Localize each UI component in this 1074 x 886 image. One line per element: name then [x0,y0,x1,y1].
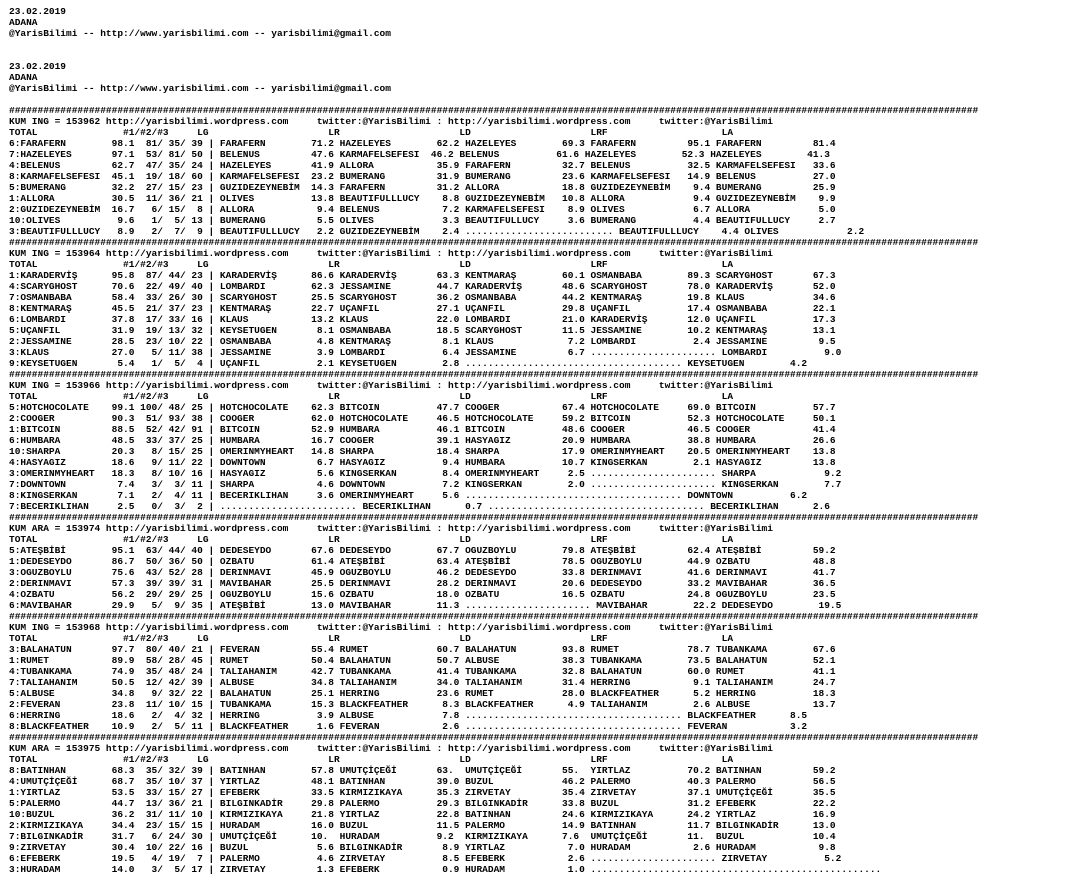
blank-line [9,94,1074,105]
horse-result-row: 6:MAVIBAHAR 29.9 5/ 9/ 35 | ATEŞBİBİ 13.0 MAVIBAHAR 11.3 ...................... MAVIBAHAR 22.2 DEDESEYDO 19.5 [9,600,842,611]
horse-result-row: 4:OZBATU 56.2 29/ 29/ 25 | OGUZBOYLU 15.6 OZBATU 18.0 OZBATU 16.5 OZBATU 24.8 OGUZBOYLU 23.5 [9,589,836,600]
column-header-line: TOTAL #1/#2/#3 LG LR LD LRF LA [9,127,734,138]
race-header-line: KUM ARA = 153975 http://yarisbilimi.wordpress.com twitter:@YarisBilimi : http://yarisbilimi.wordpress.com twitter:@YarisBilimi [9,743,773,754]
horse-result-row: 4:HASYAGIZ 18.6 9/ 11/ 22 | DOWNTOWN 6.7 HASYAGIZ 9.4 HUMBARA 10.7 KINGSERKAN 2.1 HASYAGIZ 13.8 [9,457,836,468]
horse-result-row: 1:YIRTLAZ 53.5 33/ 15/ 27 | EFEBERK 33.5 KIRMIZIKAYA 35.3 ZIRVETAY 35.4 ZIRVETAY 37.1 UMUTÇİÇEĞİ 35.5 [9,787,836,798]
document-header-line: 23.02.2019 [9,61,67,72]
horse-result-row: 7:TALIAHANIM 50.5 12/ 42/ 39 | ALBUSE 34.8 TALIAHANIM 34.0 TALIAHANIM 31.4 HERRING 9.1 TALIAHANIM 24.7 [9,677,836,688]
section-divider: ########################################################################################################################################################################## [9,611,979,622]
column-header-line: TOTAL #1/#2/#3 LG LR LD LRF LA [9,754,734,765]
horse-result-row: 5:ATEŞBİBİ 95.1 63/ 44/ 40 | DEDESEYDO 67.6 DEDESEYDO 67.7 OGUZBOYLU 79.8 ATEŞBİBİ 62.4 ATEŞBİBİ 59.2 [9,545,836,556]
horse-result-row: 3:OMERINMYHEART 18.3 8/ 10/ 16 | HASYAGIZ 5.6 KINGSERKAN 8.4 OMERINMYHEART 2.5 ...................... SHARPA 9.2 [9,468,842,479]
horse-result-row: 7:BECERIKLIHAN 2.5 0/ 3/ 2 | ........................ BECERIKLIHAN 0.7 ...................................... BECERIKLIHAN 2.6 [9,501,830,512]
horse-result-row: 5:BUMERANG 32.2 27/ 15/ 23 | GUZIDEZEYNEBİM 14.3 FARAFERN 31.2 ALLORA 18.8 GUZIDEZEYNEBİM 9.4 BUMERANG 25.9 [9,182,836,193]
horse-result-row: 3:KLAUS 27.0 5/ 11/ 38 | JESSAMINE 3.9 LOMBARDI 6.4 JESSAMINE 6.7 ...................... LOMBARDI 9.0 [9,347,842,358]
race-header-line: KUM ING = 153964 http://yarisbilimi.wordpress.com twitter:@YarisBilimi : http://yarisbilimi.wordpress.com twitter:@YarisBilimi [9,248,773,259]
horse-result-row: 1:RUMET 89.9 58/ 28/ 45 | RUMET 50.4 BALAHATUN 50.7 ALBUSE 38.3 TUBANKAMA 73.5 BALAHATUN 52.1 [9,655,836,666]
document-header-line: @YarisBilimi -- http://www.yarisbilimi.com -- yarisbilimi@gmail.com [9,28,391,39]
horse-result-row: 6:EFEBERK 19.5 4/ 19/ 7 | PALERMO 4.6 ZIRVETAY 8.5 EFEBERK 2.6 ...................... ZIRVETAY 5.2 [9,853,842,864]
race-header-line: KUM ING = 153962 http://yarisbilimi.wordpress.com twitter:@YarisBilimi : http://yarisbilimi.wordpress.com twitter:@YarisBilimi [9,116,773,127]
horse-result-row: 3:BALAHATUN 97.7 80/ 40/ 21 | FEVERAN 55.4 RUMET 60.7 BALAHATUN 93.8 RUMET 78.7 TUBANKAMA 67.6 [9,644,836,655]
section-divider: ########################################################################################################################################################################## [9,512,979,523]
race-header-line: KUM ARA = 153974 http://yarisbilimi.wordpress.com twitter:@YarisBilimi : http://yarisbilimi.wordpress.com twitter:@YarisBilimi [9,523,773,534]
horse-result-row: 1:ALLORA 30.5 11/ 36/ 21 | OLIVES 13.8 BEAUTIFULLLUCY 8.8 GUZIDEZEYNEBİM 10.8 ALLORA 9.4 GUZIDEZEYNEBİM 9.9 [9,193,836,204]
horse-result-row: 3:OGUZBOYLU 75.6 43/ 52/ 28 | DERINMAVI 45.9 OGUZBOYLU 46.2 DEDESEYDO 33.8 DERINMAVI 41.6 DERINMAVI 41.7 [9,567,836,578]
horse-result-row: 1:KARADERVİŞ 95.8 87/ 44/ 23 | KARADERVİŞ 86.6 KARADERVİŞ 63.3 KENTMARAŞ 60.1 OSMANBABA 89.3 SCARYGHOST 67.3 [9,270,836,281]
horse-result-row: 2:JESSAMINE 28.5 23/ 10/ 22 | OSMANBABA 4.8 KENTMARAŞ 8.1 KLAUS 7.2 LOMBARDI 2.4 JESSAMINE 9.5 [9,336,836,347]
section-divider: ########################################################################################################################################################################## [9,732,979,743]
horse-result-row: 4:SCARYGHOST 70.6 22/ 49/ 40 | LOMBARDI 62.3 JESSAMINE 44.7 KARADERVİŞ 48.6 SCARYGHOST 78.0 KARADERVİŞ 52.0 [9,281,836,292]
column-header-line: TOTAL #1/#2/#3 LG LR LD LRF LA [9,259,734,270]
section-divider: ########################################################################################################################################################################## [9,369,979,380]
horse-result-row: 5:PALERMO 44.7 13/ 36/ 21 | BILGINKADİR 29.8 PALERMO 29.3 BILGINKADİR 33.8 BUZUL 31.2 EFEBERK 22.2 [9,798,836,809]
horse-result-row: 6:FARAFERN 98.1 81/ 35/ 39 | FARAFERN 71.2 HAZELEYES 62.2 HAZELEYES 69.3 FARAFERN 95.1 FARAFERN 81.4 [9,138,836,149]
horse-result-row: 10:SHARPA 20.3 8/ 15/ 25 | OMERINMYHEART 14.8 SHARPA 18.4 SHARPA 17.9 OMERINMYHEART 20.5 OMERINMYHEART 13.8 [9,446,836,457]
horse-result-row: 6:HUMBARA 48.5 33/ 37/ 25 | HUMBARA 16.7 COOGER 39.1 HASYAGIZ 20.9 HUMBARA 38.8 HUMBARA 26.6 [9,435,836,446]
horse-result-row: 9:ZIRVETAY 30.4 10/ 22/ 16 | BUZUL 5.6 BILGINKADİR 8.9 YIRTLAZ 7.0 HURADAM 2.6 HURADAM 9.8 [9,842,836,853]
horse-result-row: 8:KARMAFELSEFESI 45.1 19/ 18/ 60 | KARMAFELSEFESI 23.2 BUMERANG 31.9 BUMERANG 23.6 KARMAFELSEFESI 14.9 BELENUS 27.0 [9,171,836,182]
horse-result-row: 2:DERINMAVI 57.3 39/ 39/ 31 | MAVIBAHAR 25.5 DERINMAVI 28.2 DERINMAVI 20.6 DEDESEYDO 33.2 MAVIBAHAR 36.5 [9,578,836,589]
horse-result-row: 2:GUZIDEZEYNEBİM 16.7 6/ 15/ 8 | ALLORA 9.4 BELENUS 7.2 KARMAFELSEFESI 8.9 OLIVES 6.7 ALLORA 5.0 [9,204,836,215]
race-header-line: KUM ING = 153966 http://yarisbilimi.wordpress.com twitter:@YarisBilimi : http://yarisbilimi.wordpress.com twitter:@YarisBilimi [9,380,773,391]
document-header-line: @YarisBilimi -- http://www.yarisbilimi.com -- yarisbilimi@gmail.com [9,83,391,94]
horse-result-row: 8:KENTMARAŞ 45.5 21/ 37/ 23 | KENTMARAŞ 22.7 UÇANFIL 27.1 UÇANFIL 29.8 UÇANFIL 17.4 OSMANBABA 22.1 [9,303,836,314]
horse-result-row: 7:DOWNTOWN 7.4 3/ 3/ 11 | SHARPA 4.6 DOWNTOWN 7.2 KINGSERKAN 2.0 ...................... KINGSERKAN 7.7 [9,479,842,490]
document-header-line: ADANA [9,17,38,28]
horse-result-row: 1:DEDESEYDO 86.7 50/ 36/ 50 | OZBATU 61.4 ATEŞBİBİ 63.4 ATEŞBİBİ 78.5 OGUZBOYLU 44.9 OZBATU 48.8 [9,556,836,567]
horse-result-row: 5:ALBUSE 34.8 9/ 32/ 22 | BALAHATUN 25.1 HERRING 23.6 RUMET 28.0 BLACKFEATHER 5.2 HERRING 18.3 [9,688,836,699]
horse-result-row: 10:OLIVES 9.6 1/ 5/ 13 | BUMERANG 5.5 OLIVES 3.3 BEAUTIFULLUCY 3.6 BUMERANG 4.4 BEAUTIFULLUCY 2.7 [9,215,836,226]
document-header-line: ADANA [9,72,38,83]
document-header-line: 23.02.2019 [9,6,67,17]
blank-line [9,50,1074,61]
horse-result-row: 7:OSMANBABA 58.4 33/ 26/ 30 | SCARYGHOST 25.5 SCARYGHOST 36.2 OSMANBABA 44.2 KENTMARAŞ 19.8 KLAUS 34.6 [9,292,836,303]
horse-result-row: 10:BUZUL 36.2 31/ 11/ 10 | KIRMIZIKAYA 21.8 YIRTLAZ 22.8 BATINHAN 24.6 KIRMIZIKAYA 24.2 YIRTLAZ 16.9 [9,809,836,820]
horse-result-row: 6:HERRING 18.6 2/ 4/ 32 | HERRING 3.9 ALBUSE 7.8 ...................................... BLACKFEATHER 8.5 [9,710,808,721]
horse-result-row: 5:HOTCHOCOLATE 99.1 100/ 48/ 25 | HOTCHOCOLATE 62.3 BITCOIN 47.7 COOGER 67.4 HOTCHOCOLATE 69.0 BITCOIN 57.7 [9,402,836,413]
horse-result-row: 5:UÇANFIL 31.9 19/ 13/ 32 | KEYSETUGEN 8.1 OSMANBABA 18.5 SCARYGHOST 11.5 JESSAMINE 10.2 KENTMARAŞ 13.1 [9,325,836,336]
horse-result-row: 4:UMUTÇİÇEĞİ 68.7 35/ 10/ 37 | YIRTLAZ 48.1 BATINHAN 39.0 BUZUL 46.2 PALERMO 40.3 PALERMO 56.5 [9,776,836,787]
horse-result-row: 9:KEYSETUGEN 5.4 1/ 5/ 4 | UÇANFIL 2.1 KEYSETUGEN 2.8 ...................................... KEYSETUGEN 4.2 [9,358,808,369]
horse-result-row: 7:HAZELEYES 97.1 53/ 81/ 50 | BELENUS 47.6 KARMAFELSEFESI 46.2 BELENUS 61.6 HAZELEYES 52.3 HAZELEYES 41.3 [9,149,830,160]
column-header-line: TOTAL #1/#2/#3 LG LR LD LRF LA [9,633,734,644]
column-header-line: TOTAL #1/#2/#3 LG LR LD LRF LA [9,534,734,545]
horse-result-row: 7:BILGINKADİR 31.7 6/ 24/ 30 | UMUTÇİÇEĞİ 10. HURADAM 9.2 KIRMIZIKAYA 7.6 UMUTÇİÇEĞİ 11. BUZUL 10.4 [9,831,836,842]
horse-result-row: 2:COOGER 90.3 51/ 93/ 38 | COOGER 62.0 HOTCHOCOLATE 46.5 HOTCHOCOLATE 59.2 BITCOIN 52.3 HOTCHOCOLATE 50.1 [9,413,836,424]
horse-result-row: 6:LOMBARDI 37.8 17/ 33/ 16 | KLAUS 13.2 KLAUS 22.0 LOMBARDI 21.0 KARADERVİŞ 12.0 UÇANFIL 17.3 [9,314,836,325]
horse-result-row: 2:FEVERAN 23.8 11/ 10/ 15 | TUBANKAMA 15.3 BLACKFEATHER 8.3 BLACKFEATHER 4.9 TALIAHANIM 2.6 ALBUSE 13.7 [9,699,836,710]
horse-result-row: 8:BLACKFEATHER 10.9 2/ 5/ 11 | BLACKFEATHER 1.6 FEVERAN 2.6 ...................................... FEVERAN 3.2 [9,721,808,732]
horse-result-row: 8:KINGSERKAN 7.1 2/ 4/ 11 | BECERIKLIHAN 3.6 OMERINMYHEART 5.6 ...................................... DOWNTOWN 6.2 [9,490,808,501]
horse-result-row: 3:BEAUTIFULLLUCY 8.9 2/ 7/ 9 | BEAUTIFULLLUCY 2.2 GUZIDEZEYNEBİM 2.4 .......................... BEAUTIFULLLUCY 4.4 OLIVES 2.2 [9,226,865,237]
blank-line [9,39,1074,50]
horse-result-row: 4:TUBANKAMA 74.9 35/ 48/ 24 | TALIAHANIM 42.7 TUBANKAMA 41.4 TUBANKAMA 32.8 BALAHATUN 60.0 RUMET 41.1 [9,666,836,677]
section-divider: ########################################################################################################################################################################## [9,237,979,248]
race-header-line: KUM ING = 153968 http://yarisbilimi.wordpress.com twitter:@YarisBilimi : http://yarisbilimi.wordpress.com twitter:@YarisBilimi [9,622,773,633]
horse-result-row: 1:BITCOIN 88.5 52/ 42/ 91 | BITCOIN 52.9 HUMBARA 46.1 BITCOIN 48.6 COOGER 46.5 COOGER 41.4 [9,424,836,435]
horse-result-row: 2:KIRMIZIKAYA 34.4 23/ 15/ 15 | HURADAM 16.0 BUZUL 11.5 PALERMO 14.9 BATINHAN 11.7 BILGINKADİR 13.0 [9,820,836,831]
horse-result-row: 4:BELENUS 62.7 47/ 35/ 24 | HAZELEYES 41.9 ALLORA 35.9 FARAFERN 32.7 BELENUS 32.5 KARMAFELSEFESI 33.6 [9,160,836,171]
section-divider: ########################################################################################################################################################################## [9,105,979,116]
horse-result-row: 8:BATINHAN 68.3 35/ 32/ 39 | BATINHAN 57.8 UMUTÇİÇEĞİ 63. UMUTÇİÇEĞİ 55. YIRTLAZ 70.2 BATINHAN 59.2 [9,765,836,776]
horse-result-row: 3:HURADAM 14.0 3/ 5/ 17 | ZIRVETAY 1.3 EFEBERK 0.9 HURADAM 1.0 ................................................... [9,864,882,875]
column-header-line: TOTAL #1/#2/#3 LG LR LD LRF LA [9,391,734,402]
